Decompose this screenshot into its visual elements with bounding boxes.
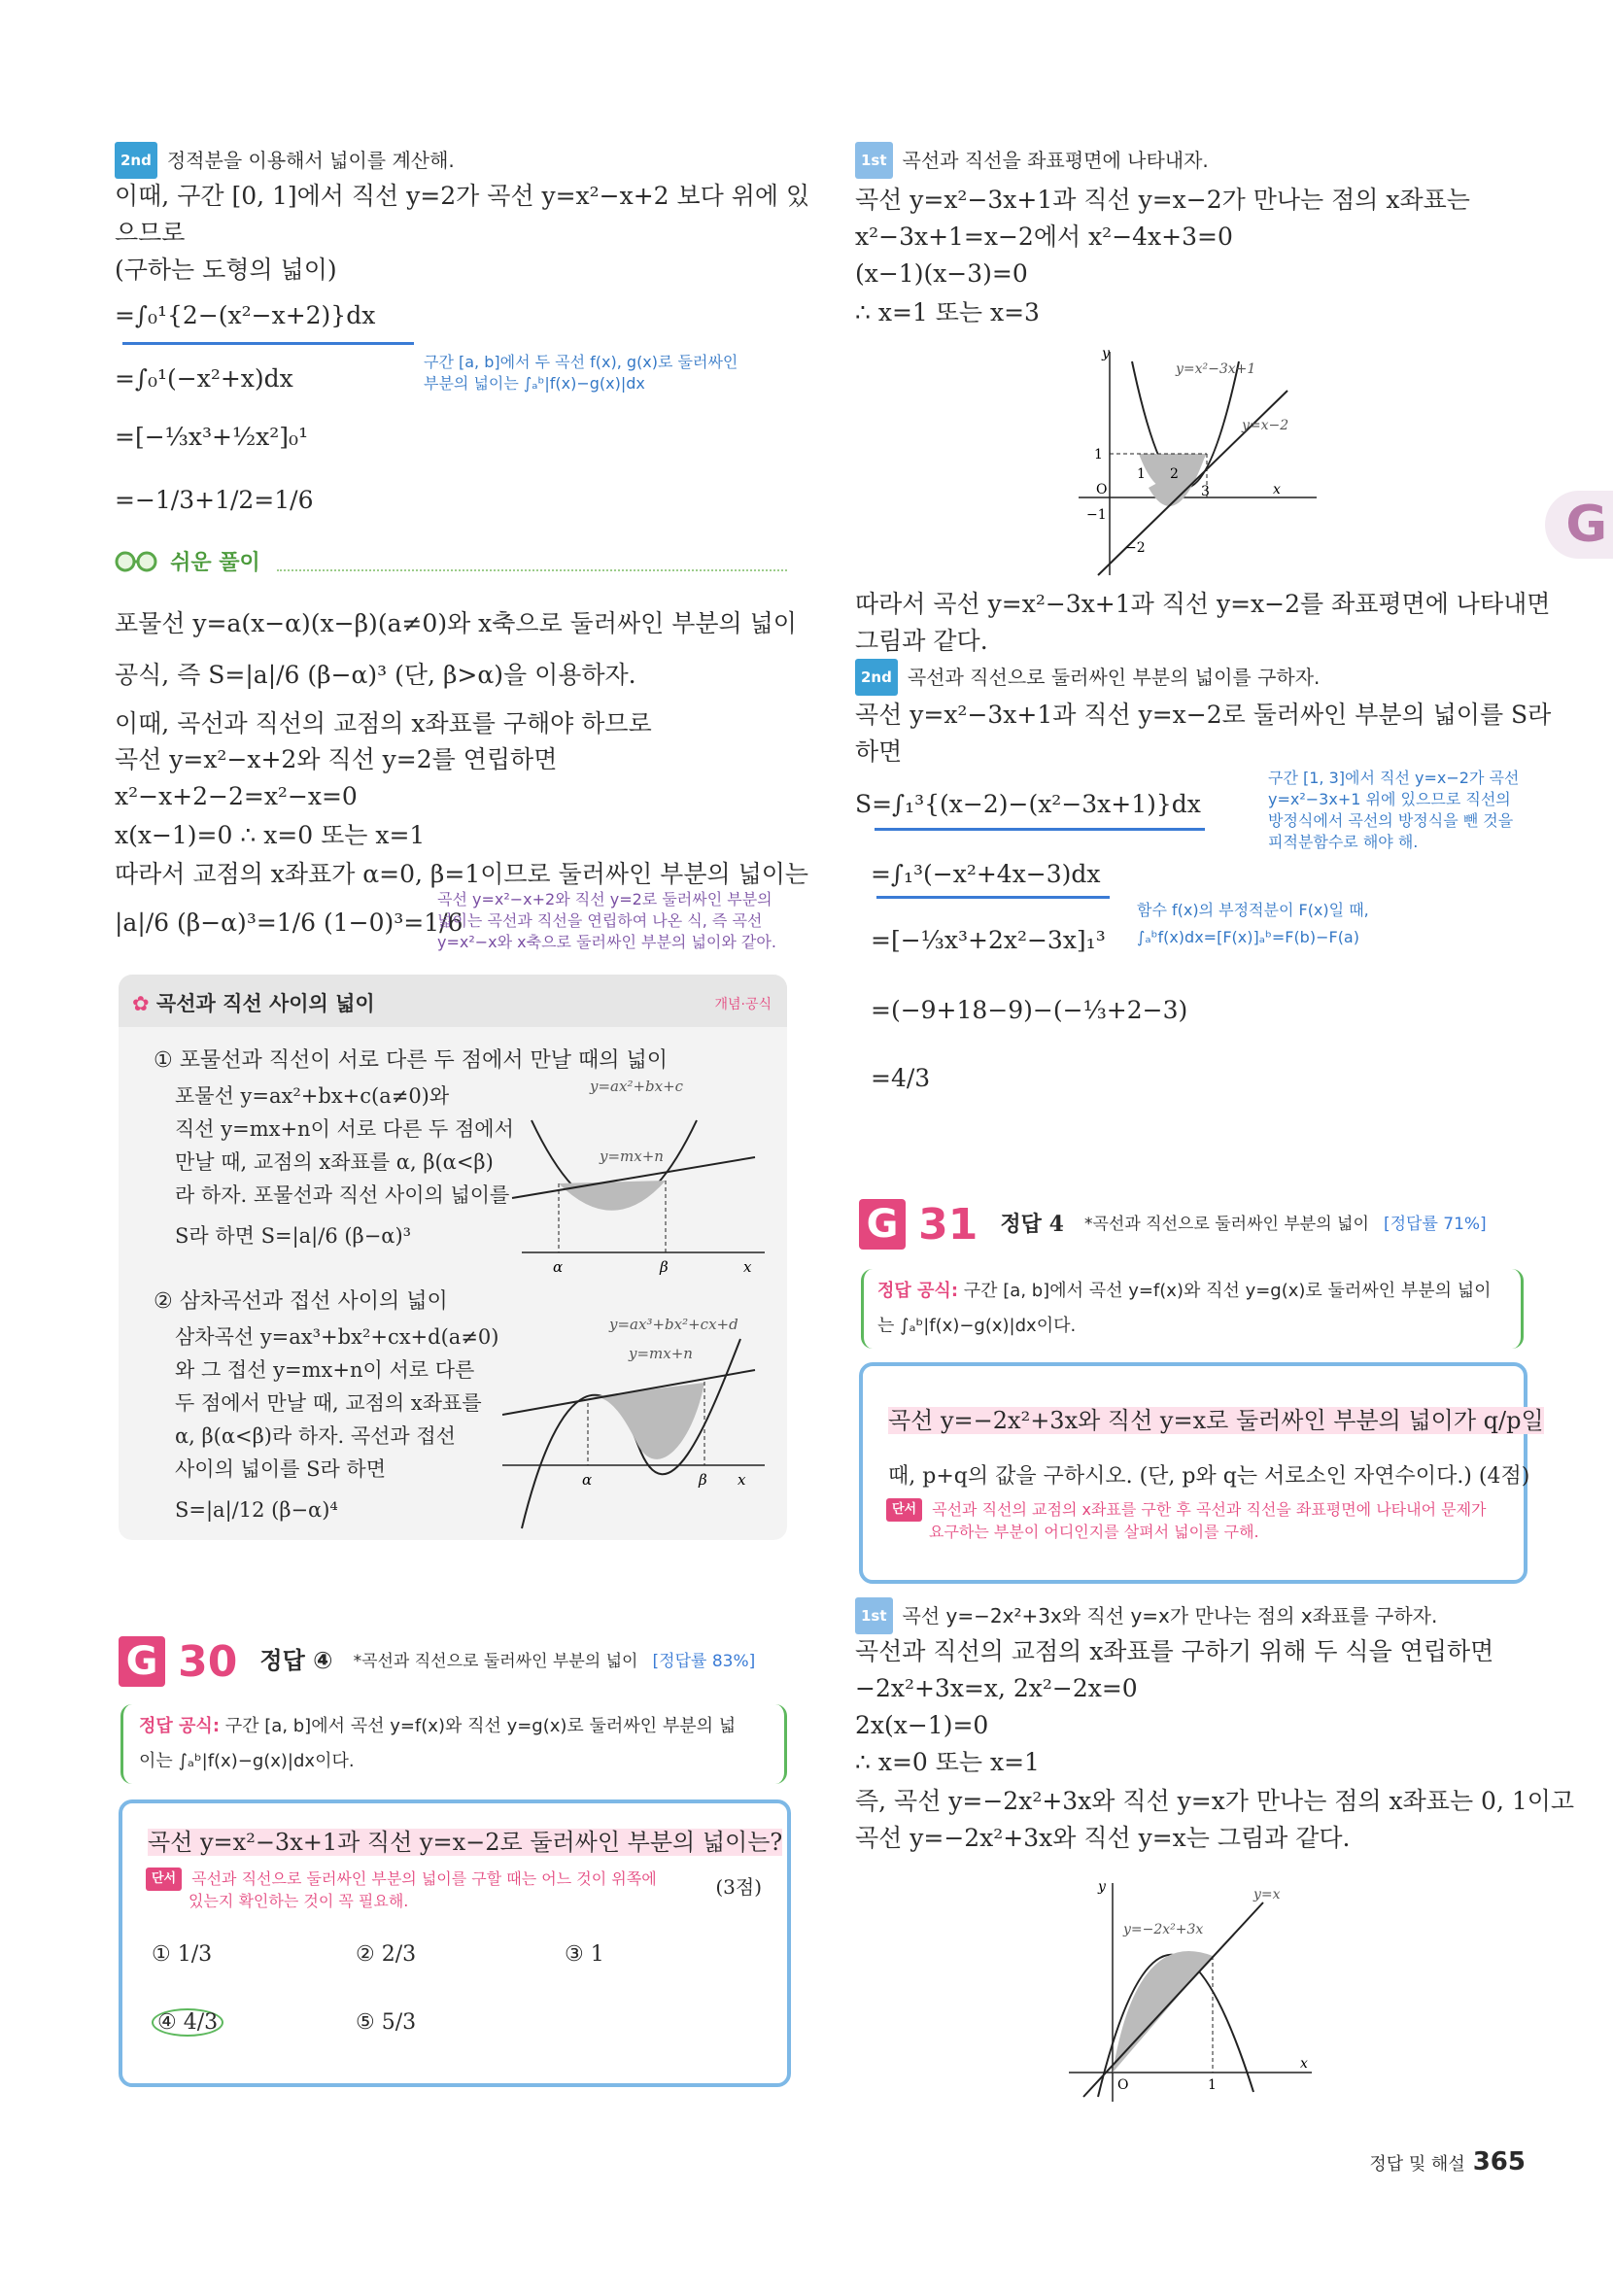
- easy-line-6: x(x−1)=0 ∴ x=0 또는 x=1: [115, 821, 426, 849]
- g30-formula: 정답 공식: 구간 [a, b]에서 곡선 y=f(x)와 직선 y=g(x)로 둘러싸인 부분의 넓 이는 ∫ₐᵇ|f(x)−g(x)|dx이다.: [120, 1704, 787, 1784]
- concept2-title: ② 삼차곡선과 접선 사이의 넓이: [154, 1289, 448, 1314]
- chapter-tab: G: [1545, 491, 1613, 559]
- g30-problem-box: [119, 1799, 791, 2087]
- g30-choice-4[interactable]: ④ 4/3: [152, 2004, 223, 2042]
- g30-heading: [119, 1636, 755, 1687]
- svg-text:2: 2: [1170, 466, 1179, 482]
- easy-line-5: x²−x+2−2=x²−x=0: [115, 782, 358, 810]
- g31-hint: 단서 곡선과 직선의 교점의 x좌표를 구한 후 곡선과 직선을 좌표평면에 나타내어 문제가 요구하는 부분이 어디인지를 살펴서 넓이를 구해.: [886, 1498, 1487, 1543]
- right-step1-heading: [855, 142, 1209, 179]
- concept2-curve-label: y=ax³+bx²+cx+d: [609, 1316, 738, 1333]
- concept2-beta: β: [699, 1471, 707, 1489]
- step-title: 곡선과 직선을 좌표평면에 나타내자.: [902, 149, 1209, 172]
- svg-text:3: 3: [1201, 484, 1210, 499]
- after-graph-line-1: 따라서 곡선 y=x²−3x+1과 직선 y=x−2를 좌표평면에 나타내면: [855, 590, 1551, 618]
- step-title: 정적분을 이용해서 넓이를 계산해.: [166, 149, 455, 172]
- g30-choice-2[interactable]: ② 2/3: [356, 1942, 417, 1967]
- graph1-line-label: y=x−2: [1242, 418, 1289, 433]
- g30-answer: 정답 ④: [259, 1647, 333, 1674]
- graph1-origin: O: [1096, 482, 1108, 497]
- step-tag: 2nd: [115, 142, 157, 179]
- graph2-line-label: y=x: [1253, 1887, 1281, 1902]
- graph-1: [1079, 342, 1321, 585]
- g31-heading: [859, 1199, 1487, 1250]
- right-calc-5: =4/3: [871, 1064, 931, 1092]
- g30-topic: *곡선과 직선으로 둘러싸인 부분의 넓이: [353, 1652, 638, 1671]
- concept1-alpha: α: [553, 1258, 564, 1276]
- concept-title-row: [132, 988, 375, 1017]
- right-s1-heading: [855, 1597, 1437, 1634]
- calc-underline: [122, 342, 375, 345]
- step-title: 곡선과 직선으로 둘러싸인 부분의 넓이를 구하자.: [907, 666, 1321, 689]
- g31-question-line-2: 때, p+q의 값을 구하시오. (단, p와 q는 서로소인 자연수이다.) (4점): [888, 1464, 1530, 1489]
- step2-line-2: 하면: [855, 737, 903, 766]
- right-note-2: 함수 f(x)의 부정적분이 F(x)일 때, ∫ₐᵇf(x)dx=[F(x)]ₐᵇ=F(b)−F(a): [1137, 901, 1369, 946]
- concept1-beta: β: [660, 1258, 669, 1276]
- intro-line-2: 으므로: [115, 219, 186, 247]
- right-calc-2: =∫₁³(−x²+4x−3)dx: [871, 860, 1101, 888]
- right-calc-underline-2: [876, 896, 1110, 899]
- s1-line-1: 곡선과 직선의 교점의 x좌표를 구하기 위해 두 식을 연립하면: [855, 1637, 1494, 1665]
- svg-text:y: y: [1098, 1879, 1106, 1895]
- easy-line-1: 포물선 y=a(x−α)(x−β)(a≠0)와 x축으로 둘러싸인 부분의 넓이: [115, 609, 797, 637]
- g31-topic: *곡선과 직선으로 둘러싸인 부분의 넓이: [1084, 1215, 1369, 1234]
- g31-number: 31: [918, 1200, 978, 1250]
- concept1-text: 포물선 y=ax²+bx+c(a≠0)와 직선 y=mx+n이 서로 다른 두 점에서 만날 때, 교점의 x좌표를 α, β(α<β) 라 하자. 포물선과 직선 사이의 넓이를 S라 하면 S=|a|/6 (β−α)³: [175, 1084, 514, 1248]
- step-tag: 1st: [855, 1597, 893, 1634]
- graph2-curve-label: y=−2x²+3x: [1123, 1922, 1204, 1937]
- step1-line-2: x²−3x+1=x−2에서 x²−4x+3=0: [855, 223, 1233, 251]
- easy-note: 곡선 y=x²−x+2와 직선 y=2로 둘러싸인 부분의 넓이는 곡선과 직선을 연립하여 나온 식, 즉 곡선 y=x²−x와 x축으로 둘러싸인 부분의 넓이와 같아.: [437, 890, 776, 951]
- g30-points: (3점): [715, 1875, 762, 1899]
- calc-line-1: =∫₀¹{2−(x²−x+2)}dx: [115, 301, 376, 329]
- step-tag: 1st: [855, 142, 893, 179]
- easy-line-8: |a|/6 (β−α)³=1/6 (1−0)³=1/6: [115, 908, 463, 937]
- concept1-graph: [502, 1072, 774, 1276]
- g30-choice-3[interactable]: ③ 1: [565, 1942, 604, 1967]
- svg-text:−1: −1: [1086, 507, 1107, 523]
- svg-text:1: 1: [1137, 466, 1146, 482]
- calc-line-4: =−1/3+1/2=1/6: [115, 486, 314, 514]
- graph1-x-label: x: [1273, 482, 1281, 497]
- area-label: (구하는 도형의 넓이): [115, 256, 337, 284]
- concept-badge: 개념·공식: [714, 997, 772, 1012]
- easy-solution-heading: [115, 546, 260, 576]
- right-calc-underline: [875, 828, 1205, 831]
- g31-problem-box: [859, 1362, 1544, 1584]
- calc-line-3: =[−⅓x³+½x²]₀¹: [115, 423, 309, 451]
- graph-2: [1069, 1873, 1321, 2107]
- right-step2-heading: [855, 659, 1320, 696]
- concept2-graph: [502, 1310, 774, 1533]
- step-title: 곡선 y=−2x²+3x와 직선 y=x가 만나는 점의 x좌표를 구하자.: [902, 1604, 1438, 1628]
- concept2-alpha: α: [582, 1471, 593, 1489]
- right-note-1: 구간 [1, 3]에서 직선 y=x−2가 곡선 y=x²−3x+1 위에 있으므로 직선의 방정식에서 곡선의 방정식을 뺀 것을 피적분함수로 해야 해.: [1268, 769, 1520, 851]
- g31-badge: G: [859, 1199, 906, 1250]
- easy-line-7: 따라서 교점의 x좌표가 α=0, β=1이므로 둘러싸인 부분의 넓이는: [115, 860, 809, 888]
- after-graph-line-2: 그림과 같다.: [855, 627, 988, 655]
- g30-choice-1[interactable]: ① 1/3: [152, 1942, 213, 1967]
- page-number: 365: [1472, 2147, 1526, 2176]
- g30-badge: G: [119, 1636, 165, 1687]
- g30-question: 곡선 y=x²−3x+1과 직선 y=x−2로 둘러싸인 부분의 넓이는?: [148, 1829, 783, 1856]
- s1-line-3: 2x(x−1)=0: [855, 1711, 989, 1739]
- concept2-line-label: y=mx+n: [629, 1345, 693, 1362]
- left-step2-heading: [115, 142, 455, 179]
- intro-line-1: 이때, 구간 [0, 1]에서 직선 y=2가 곡선 y=x²−x+2 보다 위에 있: [115, 182, 810, 210]
- g31-formula: 정답 공식: 구간 [a, b]에서 곡선 y=f(x)와 직선 y=g(x)로 둘러싸인 부분의 넓이 는 ∫ₐᵇ|f(x)−g(x)|dx이다.: [861, 1269, 1524, 1349]
- easy-line-2: 공식, 즉 S=|a|/6 (β−α)³ (단, β>α)을 이용하자.: [115, 661, 636, 689]
- svg-text:1: 1: [1094, 447, 1103, 463]
- g30-rate: [정답률 83%]: [652, 1652, 756, 1671]
- g31-rate: [정답률 71%]: [1383, 1215, 1487, 1234]
- concept2-text: 삼차곡선 y=ax³+bx²+cx+d(a≠0) 와 그 접선 y=mx+n이 서로 다른 두 점에서 만날 때, 교점의 x좌표를 α, β(α<β)라 하자. 곡선과 접선 사이의 넓이를 S라 하면 S=|a|/12 (β−α)⁴: [175, 1325, 499, 1522]
- g30-hint: 단서 곡선과 직선으로 둘러싸인 부분의 넓이를 구할 때는 어느 것이 위쪽에 있는지 확인하는 것이 꼭 필요해.: [146, 1868, 657, 1912]
- svg-text:1: 1: [1208, 2077, 1217, 2093]
- g30-choice-5[interactable]: ⑤ 5/3: [356, 2010, 417, 2035]
- easy-line-4: 곡선 y=x²−x+2와 직선 y=2를 연립하면: [115, 745, 558, 773]
- footer: [1369, 2147, 1526, 2176]
- calc-arrow: [375, 342, 414, 362]
- graph1-curve-label: y=x²−3x+1: [1176, 361, 1256, 377]
- g31-answer: 정답 4: [1000, 1212, 1064, 1237]
- step-tag: 2nd: [855, 659, 898, 696]
- graph2-origin: O: [1117, 2077, 1129, 2093]
- g31-question-line-1: 곡선 y=−2x²+3x와 직선 y=x로 둘러싸인 부분의 넓이가 q/p일: [888, 1407, 1544, 1434]
- s1-line-5: 즉, 곡선 y=−2x²+3x와 직선 y=x가 만나는 점의 x좌표는 0, 1이고: [855, 1787, 1575, 1815]
- concept1-curve-label: y=ax²+bx+c: [590, 1078, 684, 1095]
- calc-line-2: =∫₀¹(−x²+x)dx: [115, 364, 293, 393]
- concept1-x: x: [743, 1258, 752, 1276]
- concept1-title: ① 포물선과 직선이 서로 다른 두 점에서 만날 때의 넓이: [154, 1048, 668, 1073]
- easy-line-3: 이때, 곡선과 직선의 교점의 x좌표를 구해야 하므로: [115, 709, 652, 737]
- easy-divider: [277, 569, 787, 571]
- concept1-line-label: y=mx+n: [600, 1148, 664, 1165]
- right-calc-1: S=∫₁³{(x−2)−(x²−3x+1)}dx: [855, 790, 1201, 818]
- step1-line-4: ∴ x=1 또는 x=3: [855, 298, 1040, 326]
- right-calc-3: =[−⅓x³+2x²−3x]₁³: [871, 926, 1106, 954]
- concept-box: [119, 975, 787, 1540]
- right-calc-4: =(−9+18−9)−(−⅓+2−3): [871, 996, 1188, 1024]
- g30-number: 30: [178, 1637, 238, 1687]
- easy-title: 쉬운 풀이: [170, 551, 260, 575]
- s1-line-6: 곡선 y=−2x²+3x와 직선 y=x는 그림과 같다.: [855, 1824, 1351, 1852]
- svg-text:−2: −2: [1125, 540, 1146, 556]
- svg-text:y: y: [1102, 346, 1110, 361]
- calc-note: 구간 [a, b]에서 두 곡선 f(x), g(x)로 둘러싸인 부분의 넓이는 ∫ₐᵇ|f(x)−g(x)|dx: [424, 353, 738, 393]
- step1-line-1: 곡선 y=x²−3x+1과 직선 y=x−2가 만나는 점의 x좌표는: [855, 186, 1470, 214]
- s1-line-2: −2x²+3x=x, 2x²−2x=0: [855, 1674, 1138, 1702]
- graph2-x-label: x: [1300, 2056, 1308, 2072]
- glasses-icon: [115, 550, 157, 573]
- step2-line-1: 곡선 y=x²−3x+1과 직선 y=x−2로 둘러싸인 부분의 넓이를 S라: [855, 701, 1552, 729]
- concept-title: 곡선과 직선 사이의 넓이: [155, 992, 375, 1015]
- footer-label: 정답 및 해설: [1369, 2154, 1465, 2175]
- step1-line-3: (x−1)(x−3)=0: [855, 259, 1028, 288]
- flower-icon: ✿: [132, 992, 150, 1015]
- concept2-x: x: [738, 1471, 746, 1489]
- s1-line-4: ∴ x=0 또는 x=1: [855, 1748, 1040, 1776]
